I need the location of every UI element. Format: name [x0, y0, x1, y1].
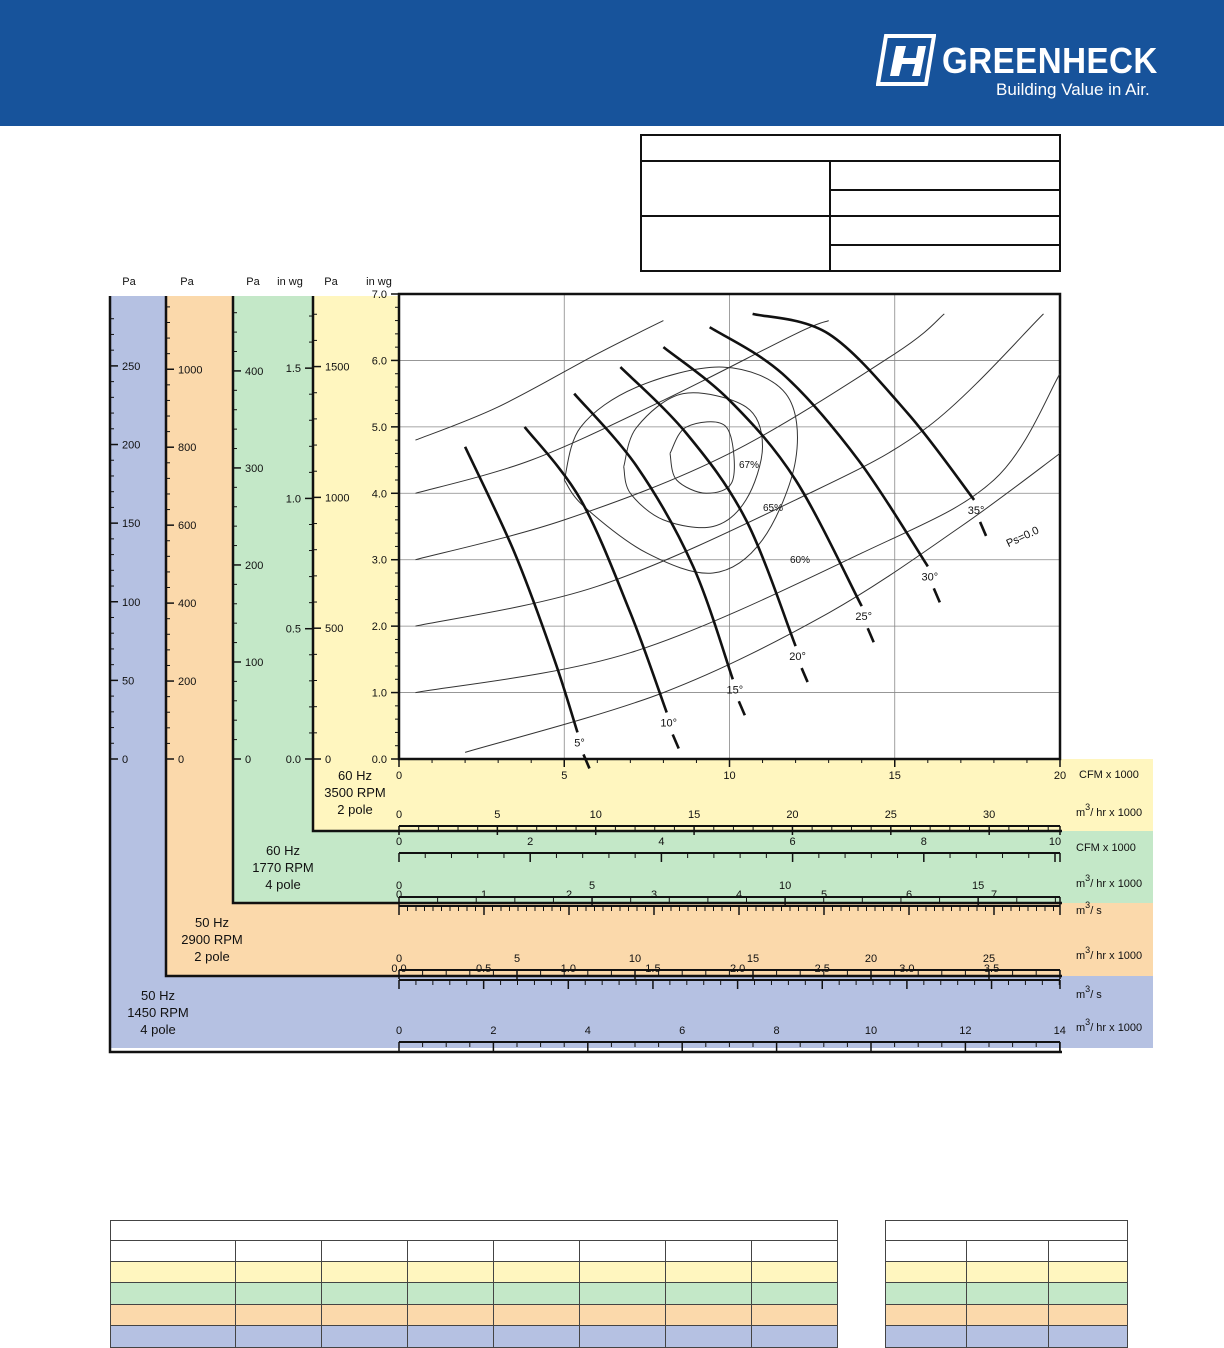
aux-x-tick-label: 10: [628, 953, 642, 965]
brand-tagline: Building Value in Air.: [996, 80, 1150, 99]
aux-x-axis-unit-label: $m^3/$ s: [1076, 900, 1102, 917]
aux-y-tick-label: 400: [178, 598, 197, 611]
aux-axis-unit-label: Pa: [122, 276, 136, 288]
aux-x-tick-label: 2: [490, 1025, 497, 1037]
y-tick-label: 2.0: [371, 621, 387, 634]
table-row: [111, 1304, 838, 1326]
x-tick-label: 10: [723, 770, 736, 782]
table-row: [111, 1283, 838, 1305]
aux-y-tick-label: 1.5: [285, 363, 301, 376]
efficiency-label: 67%: [738, 460, 760, 471]
aux-x-tick-label: 1.0: [560, 963, 576, 975]
table-row: [886, 1283, 1128, 1305]
aux-x-tick-label: 0.0: [391, 963, 407, 975]
blade-angle-label: 30°: [921, 571, 939, 584]
aux-x-tick-label: 5: [513, 953, 521, 965]
speed-band-label: 2 pole: [194, 949, 230, 964]
blade-angle-label: 20°: [789, 651, 806, 664]
band-green-bottom: [233, 831, 1153, 903]
performance-table-header: [111, 1221, 838, 1241]
aux-y-tick-label: 100: [122, 596, 141, 609]
aux-x-tick-label: 15: [746, 953, 760, 965]
aux-x-axis-unit-label: $m^3/$ s: [1076, 984, 1102, 1001]
secondary-table-header: [886, 1221, 1128, 1241]
aux-x-tick-label: 5: [494, 809, 501, 821]
aux-y-tick-label: 100: [245, 656, 264, 669]
speed-band-label: 3500 RPM: [324, 785, 386, 800]
aux-x-tick-label: 4: [658, 836, 665, 848]
aux-x-tick-label: 25: [884, 809, 897, 821]
aux-x-tick-label: 0: [395, 1025, 403, 1037]
blade-angle-label: 10°: [660, 717, 678, 730]
system-curve-label: Ps=0.0: [1004, 524, 1041, 551]
band-blue-bottom: [110, 976, 1153, 1048]
aux-x-tick-label: 6: [679, 1025, 686, 1037]
blade-angle-label: 5°: [574, 737, 585, 750]
speed-band-label: 50 Hz: [141, 988, 175, 1003]
aux-y-tick-label: 300: [245, 462, 264, 475]
aux-y-tick-label: 0: [325, 754, 332, 766]
blade-angle-label: 25°: [855, 611, 873, 624]
aux-x-tick-label: 2: [565, 889, 573, 901]
aux-y-tick-label: 150: [122, 518, 141, 531]
table-row: [886, 1304, 1128, 1326]
aux-x-tick-label: 4: [735, 889, 743, 901]
aux-axis-unit-label: Pa: [246, 276, 260, 288]
aux-x-tick-label: 5: [588, 880, 596, 892]
aux-x-tick-label: 14: [1053, 1025, 1066, 1037]
aux-x-tick-label: 20: [786, 809, 799, 821]
aux-x-tick-label: 3.5: [983, 963, 1000, 975]
aux-y-tick-label: 200: [178, 676, 197, 689]
aux-x-tick-label: 0: [395, 836, 403, 848]
table-row: [111, 1326, 838, 1348]
aux-x-tick-label: 20: [864, 953, 878, 965]
aux-x-tick-label: 15: [972, 880, 985, 892]
aux-x-tick-label: 6: [789, 836, 796, 848]
table-row: [886, 1326, 1128, 1348]
aux-y-tick-label: 0: [245, 754, 252, 766]
aux-x-tick-label: 3: [650, 889, 658, 901]
x-tick-label: 15: [888, 770, 901, 782]
aux-x-tick-label: 1.5: [645, 963, 661, 975]
speed-band-label: 2 pole: [337, 802, 373, 817]
speed-band-label: 4 pole: [140, 1022, 176, 1037]
aux-x-tick-label: 0.5: [476, 963, 492, 975]
y-tick-label: 0.0: [371, 754, 387, 766]
aux-y-tick-label: 200: [122, 439, 141, 452]
aux-x-tick-label: 0: [395, 880, 403, 892]
band-blue-left: [110, 296, 166, 1048]
aux-x-tick-label: 12: [959, 1025, 972, 1037]
aux-x-tick-label: 7: [990, 889, 998, 901]
aux-x-tick-label: 15: [687, 809, 701, 821]
table-row: [111, 1241, 838, 1261]
aux-x-tick-label: 10: [589, 809, 602, 821]
aux-y-tick-label: 0: [178, 754, 185, 766]
aux-y-tick-label: 500: [325, 623, 344, 636]
efficiency-label: 60%: [789, 555, 811, 566]
y-tick-label: 7.0: [371, 289, 387, 301]
speed-band-label: 60 Hz: [338, 768, 372, 783]
y-tick-label: 4.0: [371, 488, 387, 501]
aux-y-tick-label: 1000: [178, 364, 203, 377]
aux-x-tick-label: 2.0: [729, 963, 746, 975]
table-row: [886, 1261, 1128, 1283]
aux-y-tick-label: 50: [122, 675, 135, 688]
x-tick-label: 20: [1053, 770, 1067, 782]
aux-y-tick-label: 1000: [325, 492, 350, 505]
blade-angle-label: 35°: [967, 504, 985, 517]
speed-band-label: 60 Hz: [266, 843, 300, 858]
aux-x-axis-unit-label: $m^3/$ hr x 1000: [1076, 1017, 1143, 1034]
aux-axis-unit-label: Pa: [180, 276, 194, 288]
aux-x-tick-label: 0: [395, 953, 403, 965]
aux-x-tick-label: 1: [480, 889, 488, 901]
aux-x-tick-label: 10: [778, 880, 792, 892]
aux-x-tick-label: 10: [1048, 836, 1062, 848]
brand-name: GREENHECK: [942, 40, 1158, 81]
aux-x-tick-label: 6: [905, 889, 913, 901]
secondary-table: [885, 1220, 1128, 1348]
aux-x-tick-label: 2.5: [814, 963, 830, 975]
y-tick-label: 3.0: [371, 554, 387, 567]
aux-x-tick-label: 0: [395, 889, 403, 901]
aux-x-axis-unit-label: $m^3/$ hr x 1000: [1076, 802, 1143, 819]
blade-angle-label: 15°: [726, 684, 744, 697]
x-axis-unit-label: CFM x 1000: [1079, 769, 1139, 781]
aux-axis-unit-label: Pa: [324, 276, 338, 288]
table-row: [886, 1241, 1128, 1261]
aux-x-tick-label: 2: [527, 836, 534, 848]
speed-band-label: 1450 RPM: [127, 1005, 189, 1020]
aux-x-axis-unit-label: $m^3/$ hr x 1000: [1076, 873, 1143, 890]
aux-x-tick-label: 10: [864, 1025, 878, 1037]
aux-x-tick-label: 8: [773, 1025, 780, 1037]
efficiency-label: 65%: [762, 503, 784, 514]
y-tick-label: 6.0: [371, 355, 387, 368]
aux-x-axis-unit-label: $m^3/$ hr x 1000: [1076, 945, 1143, 962]
speed-band-label: 50 Hz: [195, 915, 229, 930]
aux-y-tick-label: 800: [178, 442, 197, 455]
aux-y-tick-label: 0: [122, 754, 129, 766]
y-axis-unit-label: in wg: [366, 276, 392, 288]
aux-x-tick-label: 5: [820, 889, 828, 901]
band-green-left: [233, 296, 313, 903]
aux-y-tick-label: 0.0: [285, 754, 301, 766]
aux-y-tick-label: 250: [122, 360, 141, 373]
aux-x-tick-label: 4: [584, 1025, 591, 1037]
aux-y-tick-label: 600: [178, 520, 197, 533]
aux-y-tick-label: 1.0: [285, 493, 301, 506]
aux-y-tick-label: 1500: [325, 361, 350, 374]
y-tick-label: 1.0: [371, 687, 387, 700]
aux-x-tick-label: 30: [983, 809, 996, 821]
table-row: [111, 1261, 838, 1283]
x-tick-label: 5: [561, 770, 568, 782]
aux-x-tick-label: 3.0: [899, 963, 915, 975]
aux-y-tick-label: 400: [245, 365, 264, 378]
speed-band-label: 4 pole: [265, 877, 301, 892]
x-tick-label: 0: [395, 770, 403, 782]
speed-band-label: 2900 RPM: [181, 932, 243, 947]
aux-x-tick-label: 8: [920, 836, 927, 848]
aux-axis-unit-label: in wg: [277, 276, 303, 288]
band-orange-left: [166, 296, 233, 976]
aux-x-axis-unit-label: CFM x 1000: [1076, 842, 1136, 854]
aux-x-tick-label: 25: [982, 953, 996, 965]
performance-table: [110, 1220, 838, 1348]
aux-x-tick-label: 0: [395, 809, 403, 821]
y-tick-label: 5.0: [371, 421, 387, 434]
speed-band-label: 1770 RPM: [252, 860, 314, 875]
aux-y-tick-label: 200: [245, 559, 264, 572]
aux-y-tick-label: 0.5: [285, 623, 301, 636]
